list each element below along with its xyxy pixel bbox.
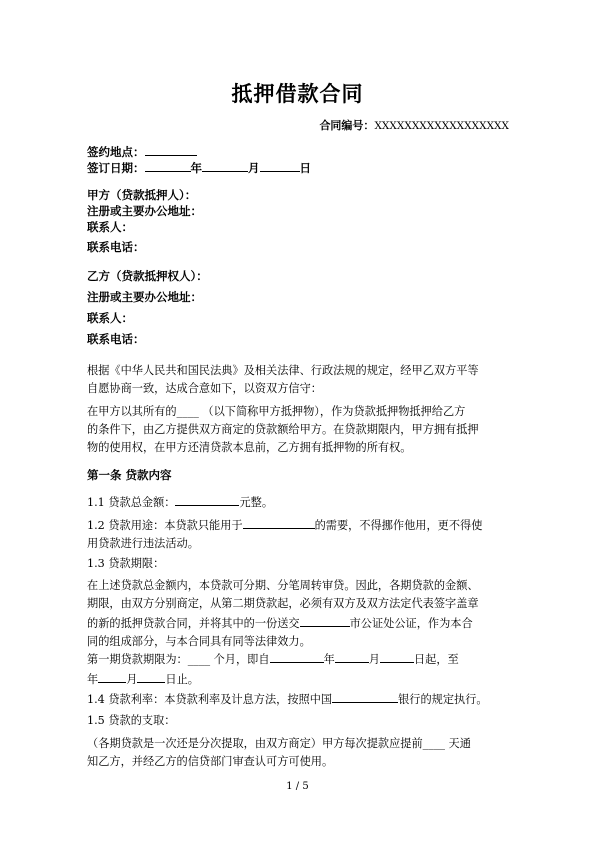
sign-place-row (87, 143, 197, 160)
s1-3-line-2: 期限，由双方分别商定，从第二期贷款起，必须有双方及双方法定代表签字盖章 (87, 597, 479, 610)
document-title: 抵押借款合同 (231, 82, 364, 106)
intro-1-line-1: 根据《中华人民共和国民法典》及相关法律、行政法规的规定，经甲乙双方平等 (87, 364, 479, 377)
first-term-end-year: 年 (87, 673, 99, 686)
first-term-start-day-blank (380, 649, 414, 663)
party-b-address: 注册或主要办公地址： (87, 290, 202, 304)
sign-date-month-blank (202, 159, 248, 172)
party-a-title: 甲方（贷款抵押人）： (87, 188, 197, 202)
section-1-3-paragraph (87, 577, 509, 651)
notary-city-blank (300, 613, 350, 627)
section-1-4 (87, 689, 509, 709)
bank-name-blank (332, 689, 398, 703)
party-b-phone: 联系电话： (87, 332, 145, 346)
contract-number-value: XXXXXXXXXXXXXXXXXX (374, 120, 509, 132)
contract-number (319, 117, 509, 133)
intro-1-line-2: 自愿协商一致，达成合意如下，以资双方信守： (87, 382, 322, 395)
intro-paragraph-2 (87, 403, 509, 457)
first-term-end-month-blank (98, 669, 126, 683)
intro-2-line-2: 的条件下，由乙方提供双方商定的贷款额给甲方。在贷款期限内，甲方拥有抵押 (87, 423, 479, 436)
s1-4-suffix: 银行的规定执行。 (398, 693, 488, 706)
section-1-2 (87, 515, 509, 553)
sign-date-day: 日 (299, 161, 311, 175)
party-b-contact: 联系人： (87, 311, 133, 325)
sign-date-row (87, 159, 311, 176)
party-a-address: 注册或主要办公地址： (87, 204, 202, 218)
party-a-phone: 联系电话： (87, 240, 145, 254)
first-term-paragraph (87, 649, 509, 689)
intro-2-line-3: 物的使用权，在甲方还清贷款本息前，乙方拥有抵押物的所有权。 (87, 441, 412, 454)
article-1-heading: 第一条 贷款内容 (87, 468, 172, 482)
contract-number-label: 合同编号： (319, 119, 375, 132)
s1-5-line-1: （各期贷款是一次还是分次提取，由双方商定）甲方每次提款应提前____ 天通 (87, 737, 471, 750)
s1-3-line-3b: 市公证处公证，作为本合 (349, 617, 473, 630)
party-b-title: 乙方（贷款抵押权人）： (87, 269, 208, 283)
first-term-end-day: 日止。 (165, 673, 199, 686)
first-term-year: 年 (323, 653, 335, 666)
intro-2-line-1: 在甲方以其所有的____ （以下简称甲方抵押物），作为贷款抵押物抵押给乙方 (87, 405, 466, 418)
section-1-3: 1.3 贷款期限： (87, 557, 165, 570)
first-term-start-year-blank (270, 649, 324, 663)
s1-2-text: 的需要，不得挪作他用，更不得使 (314, 519, 483, 532)
intro-paragraph-1 (87, 362, 509, 398)
section-1-1 (87, 492, 509, 512)
loan-purpose-blank (243, 515, 315, 529)
first-term-start-month-blank (335, 649, 369, 663)
s1-2-line-2: 用贷款进行违法活动。 (87, 537, 199, 550)
s1-5-line-2: 知乙方，并经乙方的信贷部门审查认可方可使用。 (87, 755, 334, 768)
loan-amount-blank (175, 492, 239, 506)
first-term-month: 月 (368, 653, 380, 666)
sign-place-label: 签约地点： (87, 145, 145, 159)
first-term-end-day-blank (137, 669, 165, 683)
s1-1-label: 1.1 贷款总金额： (87, 496, 176, 509)
sign-date-year-blank (145, 159, 191, 172)
s1-3-line-3a: 的新的抵押贷款合同，并将其中的一份送交 (87, 617, 300, 630)
section-1-5: 1.5 贷款的支取： (87, 714, 176, 727)
sign-date-label: 签订日期： (87, 161, 145, 175)
first-term-day: 日起，至 (413, 653, 459, 666)
s1-2-label: 1.2 贷款用途：本贷款只能用于 (87, 519, 243, 532)
sign-date-year: 年 (190, 161, 202, 175)
party-a-contact: 联系人： (87, 220, 133, 234)
sign-place-blank (145, 143, 197, 156)
first-term-end-month: 月 (126, 673, 138, 686)
first-term-text: 第一期贷款期限为：____ 个月，即自 (87, 653, 270, 666)
s1-1-suffix: 元整。 (239, 496, 274, 509)
s1-3-line-1: 在上述贷款总金额内，本贷款可分期、分笔周转审贷。因此，各期贷款的金额、 (87, 579, 479, 592)
sign-date-month: 月 (248, 161, 260, 175)
s1-3-line-4: 同的组成部分，与本合同具有同等法律效力。 (87, 635, 311, 648)
page-number: 1 / 5 (286, 781, 309, 792)
s1-4-text: 1.4 贷款利率：本贷款利率及计息方法，按照中国 (87, 693, 333, 706)
section-1-5-paragraph (87, 735, 509, 771)
sign-date-day-blank (260, 159, 300, 172)
